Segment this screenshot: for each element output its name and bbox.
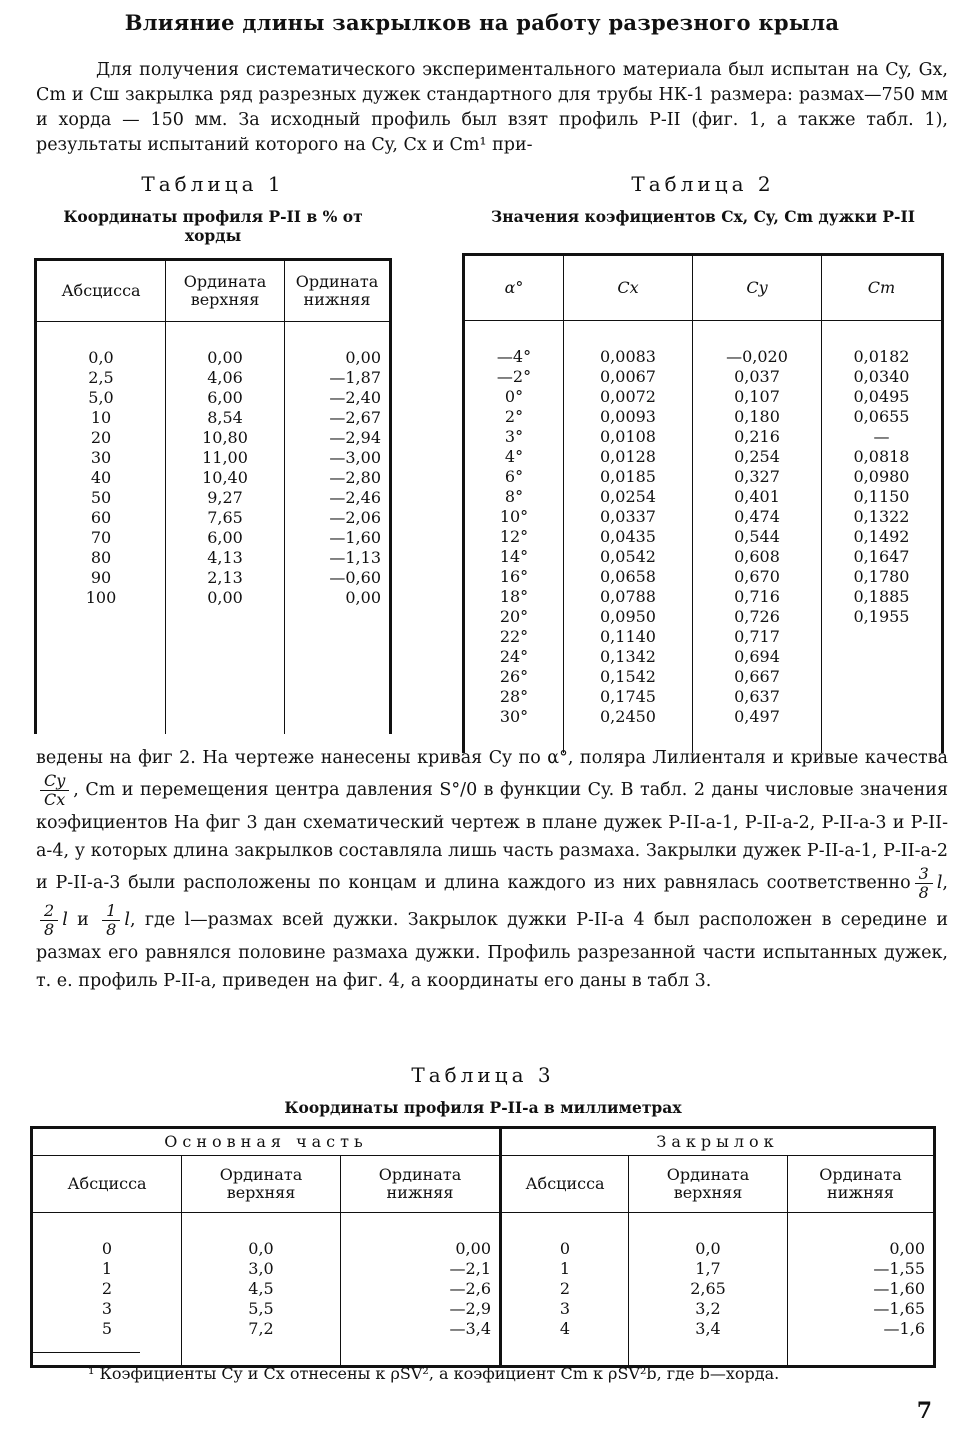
page-number: 7 (916, 1398, 932, 1424)
table-cell: —1,55 (788, 1259, 935, 1279)
spacer-cell (788, 1213, 935, 1240)
table-row (464, 427, 943, 447)
table-cell: 0,0340 (822, 367, 943, 387)
fraction-2-8 (40, 902, 58, 939)
table-cell: 1,7 (629, 1259, 788, 1279)
table-cell: 0,1745 (564, 687, 693, 707)
table3-caption: Таблица 3 (411, 1063, 555, 1087)
table-cell: 18° (464, 587, 564, 607)
table-cell: 20 (36, 428, 166, 448)
table-cell: 0,544 (693, 527, 822, 547)
table1 (34, 258, 392, 734)
table-row (36, 508, 391, 528)
table-cell: —1,60 (788, 1279, 935, 1299)
table2-header: Cm (822, 255, 943, 321)
spacer-cell (341, 1213, 501, 1240)
table1-caption: Таблица 1 (141, 172, 285, 196)
table-cell: —2,06 (285, 508, 391, 528)
table-cell: 70 (36, 528, 166, 548)
table-row (464, 707, 943, 727)
table-cell: 8° (464, 487, 564, 507)
spacer-cell (285, 322, 391, 349)
table-cell: 16° (464, 567, 564, 587)
table-cell: 5,5 (182, 1299, 341, 1319)
spacer-cell (564, 321, 693, 348)
spacer-cell (166, 322, 285, 349)
table-cell: 0,1542 (564, 667, 693, 687)
table-cell: 100 (36, 588, 166, 608)
table-row (464, 467, 943, 487)
table-cell: 7,65 (166, 508, 285, 528)
table-cell: —2,6 (341, 1279, 501, 1299)
table-cell: 20° (464, 607, 564, 627)
table-cell: 0,401 (693, 487, 822, 507)
table-cell: 12° (464, 527, 564, 547)
table-row (36, 428, 391, 448)
fraction-numerator: 1 (102, 902, 120, 921)
filler-cell (285, 654, 391, 674)
table-cell: 6,00 (166, 388, 285, 408)
table-cell: —2,94 (285, 428, 391, 448)
table-cell: 0,2450 (564, 707, 693, 727)
table-cell: —1,6 (788, 1319, 935, 1339)
table-cell: —3,00 (285, 448, 391, 468)
spacer-cell (341, 1339, 501, 1367)
table-cell: 50 (36, 488, 166, 508)
table-row (36, 348, 391, 368)
table-row (464, 667, 943, 687)
table-row (464, 527, 943, 547)
fraction-3-8 (915, 865, 933, 902)
table-row (36, 528, 391, 548)
table-cell: 0,0067 (564, 367, 693, 387)
table-cell: 22° (464, 627, 564, 647)
table-cell: 3° (464, 427, 564, 447)
table-row (36, 448, 391, 468)
table-cell: 4 (501, 1319, 629, 1339)
table-cell: 26° (464, 667, 564, 687)
table-cell: 30° (464, 707, 564, 727)
table-cell: 0,0788 (564, 587, 693, 607)
table-cell: 5 (32, 1319, 182, 1339)
table-cell: 0,00 (788, 1239, 935, 1259)
table-cell: 24° (464, 647, 564, 667)
table3-body (32, 1213, 935, 1367)
fraction-numerator: 3 (915, 865, 933, 884)
table-cell: 0,716 (693, 587, 822, 607)
table-row (32, 1299, 935, 1319)
table-cell: 40 (36, 468, 166, 488)
table-cell: 0,00 (166, 588, 285, 608)
table3-group-flap: Закрылок (501, 1128, 935, 1156)
fraction-denominator: 8 (106, 920, 117, 939)
table3-header: Ордината нижняя (341, 1156, 501, 1213)
table-cell: 0,0108 (564, 427, 693, 447)
spacer-cell (629, 1213, 788, 1240)
table-spacer-row (32, 1213, 935, 1240)
table-cell (822, 627, 943, 647)
table-cell: 0,00 (341, 1239, 501, 1259)
table-cell: 0,1150 (822, 487, 943, 507)
table-spacer-row (32, 1339, 935, 1367)
table-cell: 2 (32, 1279, 182, 1299)
spacer-cell (501, 1339, 629, 1367)
table-cell: 5,0 (36, 388, 166, 408)
table-row (32, 1239, 935, 1259)
filler-cell (36, 674, 166, 694)
table-cell: 4,13 (166, 548, 285, 568)
table-cell: 60 (36, 508, 166, 528)
spacer-cell (788, 1339, 935, 1367)
table-row (464, 547, 943, 567)
table-cell: 0,0072 (564, 387, 693, 407)
table-cell: 3 (501, 1299, 629, 1319)
table-row (464, 627, 943, 647)
table-cell: —2° (464, 367, 564, 387)
table-cell: 3 (32, 1299, 182, 1319)
table3-header: Абсцисса (32, 1156, 182, 1213)
table-cell: 0 (32, 1239, 182, 1259)
fraction-denominator: 8 (918, 883, 929, 902)
table-row (36, 388, 391, 408)
table-cell: —2,67 (285, 408, 391, 428)
table-row (464, 607, 943, 627)
table2-caption: Таблица 2 (631, 172, 775, 196)
table-cell: 0,0128 (564, 447, 693, 467)
table-row (36, 368, 391, 388)
table1-header: Ордината нижняя (285, 260, 391, 322)
filler-cell (36, 714, 166, 734)
table-cell: 0,0182 (822, 347, 943, 367)
table-cell: 0,637 (693, 687, 822, 707)
table-cell (822, 667, 943, 687)
filler-cell (166, 694, 285, 714)
table-cell: 0,0818 (822, 447, 943, 467)
table-cell: 0,0495 (822, 387, 943, 407)
table-row (36, 568, 391, 588)
table2-header: α° (464, 255, 564, 321)
table-cell: 0,0 (629, 1239, 788, 1259)
table-spacer-row (36, 608, 391, 634)
table-row (36, 488, 391, 508)
table-spacer-row (464, 321, 943, 348)
table-cell: 3,0 (182, 1259, 341, 1279)
table-cell: 0,0337 (564, 507, 693, 527)
table-cell: 0,00 (166, 348, 285, 368)
table3-subtitle: Координаты профиля Р-II-а в миллиметрах (284, 1098, 682, 1117)
table-cell: —2,9 (341, 1299, 501, 1319)
spacer-cell (182, 1213, 341, 1240)
filler-cell (285, 674, 391, 694)
table-cell: 10,40 (166, 468, 285, 488)
spacer-cell (285, 608, 391, 634)
table3-header: Абсцисса (501, 1156, 629, 1213)
spacer-cell (822, 321, 943, 348)
table-row (464, 347, 943, 367)
table1-subtitle: Координаты профиля Р-II в % от хорды (63, 207, 363, 245)
table-cell: 0,0 (182, 1239, 341, 1259)
table-cell: —1,60 (285, 528, 391, 548)
table-cell: 4° (464, 447, 564, 467)
table3-header: Ордината верхняя (182, 1156, 341, 1213)
table-cell: —1,13 (285, 548, 391, 568)
table-cell: 30 (36, 448, 166, 468)
table-cell: 2,13 (166, 568, 285, 588)
body-text: ведены на фиг 2. На чертеже нанесены кривая Cy по α°, поляра Лилиенталя и кривые качества $\frac{Cy}{Cx}$ , Cm и перемещения центра давления S°/0 в функции Cy. В табл. 2 даны числовые значения коэфициентов На фиг 3 дан схематический чертеж в плане дужек Р-II-а-1, Р-II-а-2, Р-II-а-3 и Р-II-а-4, у которых длина закрылков составляла лишь часть размаха. Закрылки дужек Р-II-а-1, Р-II-а-2 и Р-II-а-3 были расположены по концам и длина каждого из них равнялась соответственно $\frac{3}{8}$ l, $\frac{2}{8}$ l и $\frac{1}{8}$ l, где l—размах всей дужки. Закрылок дужки Р-II-а 4 был расположен в середине и размах его равнялся половине размаха дужки. Профиль разрезанной части испытанных дужек, т. е. профиль Р-II-а, приведен на фиг. 4, а координаты его даны в табл 3. (36, 748, 948, 991)
spacer-cell (32, 1213, 182, 1240)
spacer-cell (693, 321, 822, 348)
fraction-numerator: Cy (40, 772, 69, 791)
intro-text: Для получения систематического экспериментального материала был испытан на Cy, Gx, Cm и Cш закрылка ряд разрезных дужек стандартного для трубы НК-1 размера: размах—750 мм и хорда — 150 мм. За исходный профиль был взят профиль Р-II (фиг. 1, а также табл. 1), результаты испытаний которого на Cy, Cx и Cm¹ при- (36, 60, 948, 155)
table-row (32, 1279, 935, 1299)
table-row (464, 447, 943, 467)
table-cell: 0,0658 (564, 567, 693, 587)
table-cell: 0,00 (285, 348, 391, 368)
fraction-1-8 (102, 902, 120, 939)
table-row (464, 367, 943, 387)
table-row (464, 507, 943, 527)
table-cell: 0,608 (693, 547, 822, 567)
table-cell: 0,0980 (822, 467, 943, 487)
table-cell: 0,1647 (822, 547, 943, 567)
table-row (464, 387, 943, 407)
table-cell: 0,0083 (564, 347, 693, 367)
table-cell: 2,65 (629, 1279, 788, 1299)
table-cell: 0,694 (693, 647, 822, 667)
filler-cell (166, 654, 285, 674)
table-cell: 0,497 (693, 707, 822, 727)
table-row (464, 567, 943, 587)
filler-cell (166, 714, 285, 734)
footnote: ¹ Коэфициенты Cy и Cx отнесены к ρSV², а коэфициент Cm к ρSV²b, где b—хорда. (88, 1364, 780, 1383)
table-cell: 28° (464, 687, 564, 707)
table-cell: 0,0185 (564, 467, 693, 487)
table-cell: —3,4 (341, 1319, 501, 1339)
table-cell: 0,0655 (822, 407, 943, 427)
table-filler-row (36, 674, 391, 694)
intro-paragraph (36, 58, 948, 158)
table-cell: —1,65 (788, 1299, 935, 1319)
table-cell: —2,80 (285, 468, 391, 488)
table-cell: 0,327 (693, 467, 822, 487)
table-cell: 6,00 (166, 528, 285, 548)
table1-header: Ордината верхняя (166, 260, 285, 322)
table-cell: 10,80 (166, 428, 285, 448)
table-row (464, 647, 943, 667)
table3-group-main: Основная часть (32, 1128, 501, 1156)
table-cell: 1 (501, 1259, 629, 1279)
table-filler-row (36, 654, 391, 674)
table-cell: —0,60 (285, 568, 391, 588)
page-title: Влияние длины закрылков на работу разрезного крыла (124, 10, 840, 35)
table-cell: 0,0435 (564, 527, 693, 547)
fraction-numerator: 2 (40, 902, 58, 921)
spacer-cell (36, 322, 166, 349)
table-cell: 2 (501, 1279, 629, 1299)
body-text-part1: ведены на фиг 2. На чертеже нанесены кривая Cy по α°, поляра Лилиенталя и кривые качества (36, 748, 948, 768)
table-cell: 0,1885 (822, 587, 943, 607)
table-cell: 7,2 (182, 1319, 341, 1339)
table-cell: 80 (36, 548, 166, 568)
table-cell (822, 687, 943, 707)
table3-header: Ордината нижняя (788, 1156, 935, 1213)
filler-cell (166, 634, 285, 654)
table-filler-row (36, 634, 391, 654)
table-cell: 0,726 (693, 607, 822, 627)
table-row (32, 1319, 935, 1339)
table-cell: 1 (32, 1259, 182, 1279)
table-cell: 0,1342 (564, 647, 693, 667)
table-cell: 0,254 (693, 447, 822, 467)
table-cell: 0,670 (693, 567, 822, 587)
table1-body (36, 322, 391, 735)
table-spacer-row (36, 322, 391, 349)
table-cell: 0,00 (285, 588, 391, 608)
table-filler-row (36, 694, 391, 714)
table-row (464, 407, 943, 427)
table-row (464, 587, 943, 607)
table-cell: 0,216 (693, 427, 822, 447)
table-cell: 0,1492 (822, 527, 943, 547)
table-cell: 0,1140 (564, 627, 693, 647)
table-cell: 4,06 (166, 368, 285, 388)
table3-header: Ордината верхняя (629, 1156, 788, 1213)
table-cell: 0,0950 (564, 607, 693, 627)
table-cell: 3,4 (629, 1319, 788, 1339)
table-cell: 0,0 (36, 348, 166, 368)
table-row (36, 408, 391, 428)
table-cell: 0,037 (693, 367, 822, 387)
table-row (36, 588, 391, 608)
table-cell: 10 (36, 408, 166, 428)
table2-body (464, 321, 943, 754)
table-row (36, 468, 391, 488)
filler-cell (36, 654, 166, 674)
table-cell: 0,0254 (564, 487, 693, 507)
table-cell: 0,1955 (822, 607, 943, 627)
table-cell: 0,1322 (822, 507, 943, 527)
fraction-denominator: 8 (44, 920, 55, 939)
table-cell: 90 (36, 568, 166, 588)
spacer-cell (629, 1339, 788, 1367)
table-cell: —0,020 (693, 347, 822, 367)
table-cell: 0° (464, 387, 564, 407)
spacer-cell (501, 1213, 629, 1240)
table2-header: Cx (564, 255, 693, 321)
filler-cell (166, 674, 285, 694)
table-cell: 4,5 (182, 1279, 341, 1299)
table-cell: 0,180 (693, 407, 822, 427)
spacer-cell (182, 1339, 341, 1367)
table-filler-row (36, 714, 391, 734)
table-cell: 0,667 (693, 667, 822, 687)
table-cell: 0,1780 (822, 567, 943, 587)
table-cell: 6° (464, 467, 564, 487)
table-cell: 14° (464, 547, 564, 567)
table-cell: 0,474 (693, 507, 822, 527)
body-text-part2: , Cm и перемещения центра давления S°/0 в функции Cy. В табл. 2 даны числовые значения коэфициентов На фиг 3 дан схематический чертеж в плане дужек Р-II-а-1, Р-II-а-2, Р-II-а-3 и Р-II-а-4, у которых длина закрылков составляла лишь часть размаха. Закрылки дужек Р-II-а-1, Р-II-а-2 и Р-II-а-3 были расположены по концам и длина каждого из них равнялась соответственно (36, 780, 948, 893)
table-cell (822, 707, 943, 727)
table-cell: 3,2 (629, 1299, 788, 1319)
table-cell: 2,5 (36, 368, 166, 388)
table-cell: —1,87 (285, 368, 391, 388)
spacer-cell (166, 608, 285, 634)
table-cell: 11,00 (166, 448, 285, 468)
table-row (32, 1259, 935, 1279)
table-row (36, 548, 391, 568)
table-cell: —2,40 (285, 388, 391, 408)
table-cell: 2° (464, 407, 564, 427)
filler-cell (36, 694, 166, 714)
table-cell: 0,717 (693, 627, 822, 647)
table-cell: 0,0542 (564, 547, 693, 567)
table-cell: 9,27 (166, 488, 285, 508)
table-cell: —2,1 (341, 1259, 501, 1279)
filler-cell (285, 634, 391, 654)
table3 (30, 1126, 936, 1368)
table-cell: 0 (501, 1239, 629, 1259)
table2-header: Cy (693, 255, 822, 321)
table2-subtitle: Значения коэфициентов Cx, Cy, Cm дужки Р-II (491, 207, 915, 226)
table-cell: — (822, 427, 943, 447)
table-cell: 0,0093 (564, 407, 693, 427)
body-text-part3: , где l—размах всей дужки. Закрылок дужки Р-II-а 4 был расположен в середине и размах его равнялся половине размаха дужки. Профиль разрезанной части испытанных дужек, т. е. профиль Р-II-а, приведен на фиг. 4, а координаты его даны в табл 3. (36, 910, 948, 991)
table-row (464, 687, 943, 707)
spacer-cell (464, 321, 564, 348)
filler-cell (285, 714, 391, 734)
quality-fraction (40, 772, 69, 809)
filler-cell (285, 694, 391, 714)
table-cell: 8,54 (166, 408, 285, 428)
table-cell (822, 647, 943, 667)
fraction-denominator: Cx (44, 790, 66, 809)
table-cell: 10° (464, 507, 564, 527)
table-row (464, 487, 943, 507)
table1-header: Абсцисса (36, 260, 166, 322)
table2 (462, 253, 944, 753)
table-cell: —2,46 (285, 488, 391, 508)
spacer-cell (36, 608, 166, 634)
table-cell: 0,107 (693, 387, 822, 407)
footnote-rule (30, 1352, 140, 1353)
filler-cell (36, 634, 166, 654)
body-paragraph (36, 744, 948, 995)
table-cell: —4° (464, 347, 564, 367)
